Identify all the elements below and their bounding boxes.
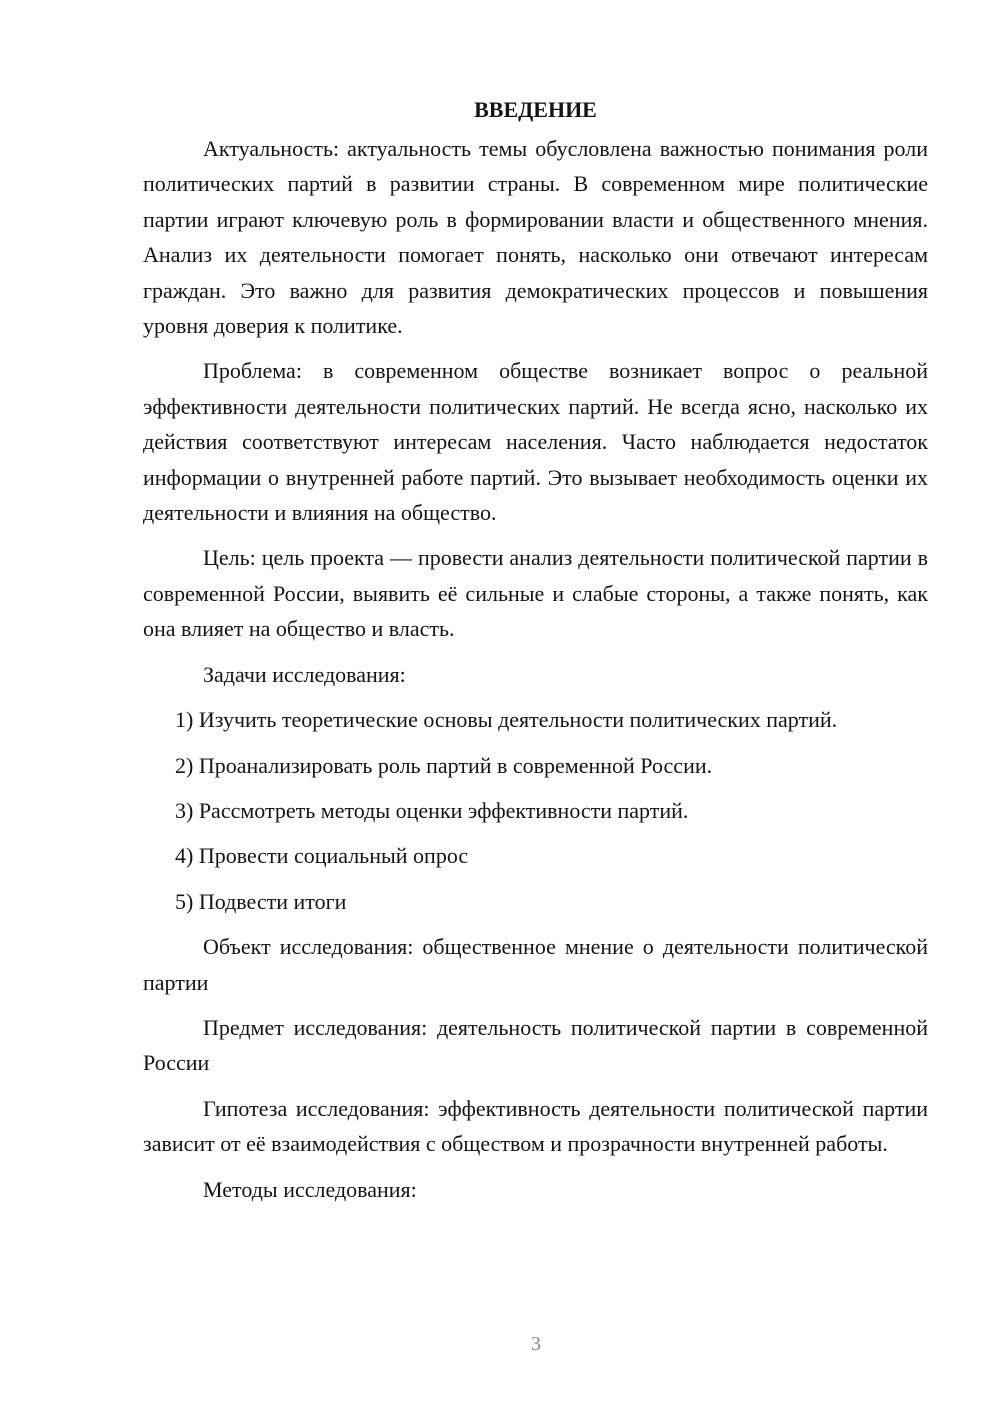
section-title: ВВЕДЕНИЕ: [474, 97, 597, 122]
task-item-2: 2) Проанализировать роль партий в современной России.: [175, 752, 713, 778]
subject-paragraph: Предмет исследования: деятельность политической партии в современной России: [143, 1014, 928, 1076]
tasks-list: [143, 702, 928, 919]
object-paragraph: Объект исследования: общественное мнение о деятельности политической партии: [143, 934, 928, 995]
task-item-1: 1) Изучить теоретические основы деятельности политических партий.: [175, 707, 838, 733]
task-item-4: 4) Провести социальный опрос: [175, 843, 469, 869]
problem-paragraph: Проблема: в современном обществе возникает вопрос о реальной эффективности деятельности политических партий. Не всегда ясно, насколько их действия соответствуют интересам населения. Часто наблюдается недостаток информации о внутренней работе партий. Это вызывает необходимость оценки их деятельности и влияния на общество.: [143, 358, 928, 526]
tasks-heading: Задачи исследования:: [203, 661, 406, 687]
methods-heading: Методы исследования:: [203, 1176, 417, 1202]
relevance-paragraph: Актуальность: актуальность темы обусловлена важностью понимания роли политических партий в развитии страны. В современном мире политические партии играют ключевую роль в формировании власти и общественного мнения. Анализ их деятельности помогает понять, насколько они отвечают интересам граждан. Это важно для развития демократических процессов и повышения уровня доверия к политике.: [143, 136, 928, 339]
document-page: [143, 95, 928, 1217]
hypothesis-paragraph: Гипотеза исследования: эффективность деятельности политической партии зависит от её взаимодействия с обществом и прозрачности внутренней работы.: [143, 1095, 928, 1157]
task-item-3: 3) Рассмотреть методы оценки эффективности партий.: [175, 797, 689, 823]
task-item-5: 5) Подвести итоги: [175, 888, 347, 914]
page-number: 3: [531, 1333, 541, 1355]
goal-paragraph: Цель: цель проекта — провести анализ деятельности политической партии в современной России, выявить её сильные и слабые стороны, а также понять, как она влияет на общество и власть.: [143, 545, 928, 642]
